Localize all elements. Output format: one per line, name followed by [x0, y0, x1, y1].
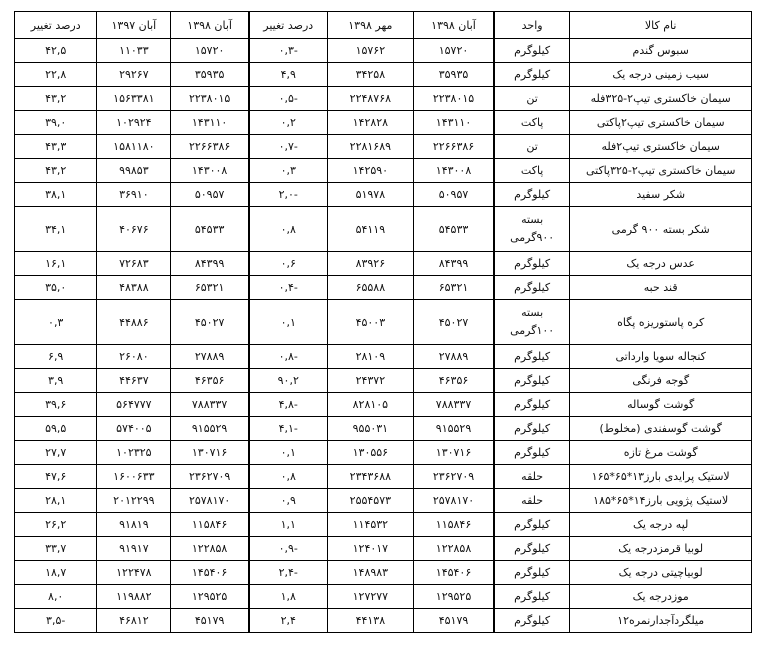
cell-monthly-change: -۰,۸ [249, 345, 327, 369]
cell-price-aban-1398-b: ۲۵۷۸۱۷۰ [171, 489, 249, 513]
cell-monthly-change: ۲,۴ [249, 609, 327, 633]
cell-yearly-change: ۶,۹ [15, 345, 97, 369]
cell-unit: کیلوگرم [494, 609, 570, 633]
cell-price-aban-1397: ۴۶۸۱۲ [97, 609, 171, 633]
cell-price-mehr-1398: ۱۲۷۲۷۷ [327, 585, 414, 609]
cell-item-name: گوشت مرغ تازه [570, 441, 752, 465]
cell-price-mehr-1398: ۲۸۱۰۹ [327, 345, 414, 369]
cell-item-name: سیمان خاکستری تیپ۲-۳۲۵فله [570, 87, 752, 111]
table-row [15, 183, 752, 207]
cell-unit: حلقه [494, 489, 570, 513]
cell-monthly-change: -۰,۷ [249, 135, 327, 159]
cell-unit: کیلوگرم [494, 561, 570, 585]
cell-price-mehr-1398: ۱۱۴۵۳۲ [327, 513, 414, 537]
cell-price-aban-1398-b: ۱۳۰۷۱۶ [171, 441, 249, 465]
cell-unit: تن [494, 135, 570, 159]
cell-monthly-change: ۴,۹ [249, 63, 327, 87]
cell-item-name: شکر بسته ۹۰۰ گرمی [570, 207, 752, 252]
cell-price-aban-1397: ۹۱۸۱۹ [97, 513, 171, 537]
table-row [15, 513, 752, 537]
cell-yearly-change: ۴۳,۲ [15, 87, 97, 111]
cell-price-aban-1397: ۱۱۰۳۳ [97, 39, 171, 63]
cell-price-aban-1398-b: ۱۴۳۱۱۰ [171, 111, 249, 135]
cell-item-name: موزدرجه یک [570, 585, 752, 609]
cell-item-name: عدس درجه یک [570, 252, 752, 276]
cell-yearly-change: ۱۶,۱ [15, 252, 97, 276]
cell-monthly-change: -۴,۸ [249, 393, 327, 417]
cell-price-aban-1398-b: ۵۰۹۵۷ [171, 183, 249, 207]
cell-price-aban-1398: ۵۰۹۵۷ [414, 183, 494, 207]
cell-price-aban-1398-b: ۱۴۵۴۰۶ [171, 561, 249, 585]
cell-price-aban-1398: ۷۸۸۳۳۷ [414, 393, 494, 417]
cell-yearly-change: ۴۲,۵ [15, 39, 97, 63]
cell-price-mehr-1398: ۵۱۹۷۸ [327, 183, 414, 207]
cell-price-aban-1398-b: ۸۴۳۹۹ [171, 252, 249, 276]
cell-price-mehr-1398: ۲۲۴۸۷۶۸ [327, 87, 414, 111]
cell-yearly-change: ۳,۹ [15, 369, 97, 393]
cell-price-mehr-1398: ۲۲۸۱۶۸۹ [327, 135, 414, 159]
cell-price-aban-1397: ۹۹۸۵۳ [97, 159, 171, 183]
cell-price-mehr-1398: ۱۵۷۶۲ [327, 39, 414, 63]
cell-unit: کیلوگرم [494, 276, 570, 300]
cell-unit: کیلوگرم [494, 537, 570, 561]
cell-yearly-change: ۰,۳ [15, 300, 97, 345]
table-row [15, 465, 752, 489]
cell-unit: بسته ۹۰۰گرمی [494, 207, 570, 252]
cell-monthly-change: -۰,۵ [249, 87, 327, 111]
table-row [15, 207, 752, 252]
cell-item-name: لپه درجه یک [570, 513, 752, 537]
header-row [15, 12, 752, 39]
cell-price-mehr-1398: ۸۳۹۲۶ [327, 252, 414, 276]
cell-item-name: کره پاستوریزه پگاه [570, 300, 752, 345]
cell-price-aban-1398-b: ۱۴۳۰۰۸ [171, 159, 249, 183]
cell-price-mehr-1398: ۱۴۲۵۹۰ [327, 159, 414, 183]
cell-yearly-change: ۱۸,۷ [15, 561, 97, 585]
cell-price-aban-1397: ۱۰۲۹۲۴ [97, 111, 171, 135]
cell-price-aban-1398-b: ۱۲۲۸۵۸ [171, 537, 249, 561]
cell-price-aban-1397: ۴۴۶۳۷ [97, 369, 171, 393]
cell-item-name: گوشت گوساله [570, 393, 752, 417]
cell-unit: کیلوگرم [494, 393, 570, 417]
cell-item-name: لاستیک پژویی بارز۱۴*۶۵*۱۸۵ [570, 489, 752, 513]
cell-price-mehr-1398: ۱۳۰۵۵۶ [327, 441, 414, 465]
cell-price-aban-1398: ۱۴۳۱۱۰ [414, 111, 494, 135]
header-aban-1398-b: آبان ۱۳۹۸ [171, 12, 249, 39]
table-row [15, 159, 752, 183]
price-comparison-table [14, 11, 752, 633]
table-row [15, 441, 752, 465]
cell-monthly-change: ۱,۸ [249, 585, 327, 609]
table-row [15, 300, 752, 345]
header-monthly-change: درصد تغییر [249, 12, 327, 39]
cell-price-aban-1398-b: ۹۱۵۵۲۹ [171, 417, 249, 441]
cell-yearly-change: ۳۴,۱ [15, 207, 97, 252]
cell-yearly-change: ۲۲,۸ [15, 63, 97, 87]
cell-price-aban-1398: ۴۵۰۲۷ [414, 300, 494, 345]
cell-yearly-change: ۸,۰ [15, 585, 97, 609]
cell-unit: کیلوگرم [494, 585, 570, 609]
cell-price-mehr-1398: ۶۵۵۸۸ [327, 276, 414, 300]
cell-yearly-change: ۳۹,۶ [15, 393, 97, 417]
cell-monthly-change: -۲,۰ [249, 183, 327, 207]
table-row [15, 63, 752, 87]
cell-unit: پاکت [494, 111, 570, 135]
cell-price-aban-1398: ۱۵۷۲۰ [414, 39, 494, 63]
table-row [15, 345, 752, 369]
cell-price-aban-1398: ۹۱۵۵۲۹ [414, 417, 494, 441]
cell-yearly-change: ۲۶,۲ [15, 513, 97, 537]
cell-price-aban-1397: ۱۵۶۳۳۸۱ [97, 87, 171, 111]
table-row [15, 87, 752, 111]
header-aban-1397: آبان ۱۳۹۷ [97, 12, 171, 39]
table-row [15, 561, 752, 585]
cell-price-aban-1398: ۸۴۳۹۹ [414, 252, 494, 276]
cell-price-mehr-1398: ۴۴۱۳۸ [327, 609, 414, 633]
cell-price-aban-1398: ۱۴۵۴۰۶ [414, 561, 494, 585]
cell-yearly-change: ۲۸,۱ [15, 489, 97, 513]
cell-price-mehr-1398: ۱۴۸۹۸۳ [327, 561, 414, 585]
table-row [15, 369, 752, 393]
cell-price-aban-1398: ۲۳۶۲۷۰۹ [414, 465, 494, 489]
cell-unit: کیلوگرم [494, 183, 570, 207]
cell-price-mehr-1398: ۲۴۳۷۲ [327, 369, 414, 393]
cell-price-aban-1398: ۲۲۳۸۰۱۵ [414, 87, 494, 111]
cell-unit: کیلوگرم [494, 417, 570, 441]
cell-price-aban-1398-b: ۳۵۹۳۵ [171, 63, 249, 87]
cell-price-mehr-1398: ۲۵۵۴۵۷۳ [327, 489, 414, 513]
cell-price-aban-1398-b: ۲۲۳۸۰۱۵ [171, 87, 249, 111]
table-body [15, 39, 752, 633]
cell-item-name: سیمان خاکستری تیپ۲پاکتی [570, 111, 752, 135]
price-table-container [14, 11, 752, 633]
cell-yearly-change: ۴۷,۶ [15, 465, 97, 489]
header-unit: واحد [494, 12, 570, 39]
cell-price-aban-1398: ۱۲۹۵۲۵ [414, 585, 494, 609]
cell-price-aban-1397: ۷۲۶۸۳ [97, 252, 171, 276]
cell-price-aban-1397: ۵۶۴۷۷۷ [97, 393, 171, 417]
cell-price-aban-1398-b: ۲۷۸۸۹ [171, 345, 249, 369]
cell-price-aban-1397: ۴۸۳۸۸ [97, 276, 171, 300]
cell-price-aban-1398: ۱۲۲۸۵۸ [414, 537, 494, 561]
cell-monthly-change: ۰,۱ [249, 441, 327, 465]
cell-yearly-change: ۵۹,۵ [15, 417, 97, 441]
cell-price-mehr-1398: ۵۴۱۱۹ [327, 207, 414, 252]
cell-unit: کیلوگرم [494, 252, 570, 276]
cell-item-name: لوبیا قرمزدرجه یک [570, 537, 752, 561]
header-yearly-change: درصد تغییر [15, 12, 97, 39]
cell-monthly-change: ۰,۲ [249, 111, 327, 135]
table-row [15, 39, 752, 63]
cell-price-aban-1397: ۳۶۹۱۰ [97, 183, 171, 207]
cell-price-aban-1398-b: ۱۲۹۵۲۵ [171, 585, 249, 609]
cell-price-mehr-1398: ۲۳۴۳۶۸۸ [327, 465, 414, 489]
table-row [15, 252, 752, 276]
cell-price-aban-1397: ۱۵۸۱۱۸۰ [97, 135, 171, 159]
cell-price-mehr-1398: ۹۵۵۰۳۱ [327, 417, 414, 441]
cell-yearly-change: ۲۷,۷ [15, 441, 97, 465]
cell-yearly-change: ۳۸,۱ [15, 183, 97, 207]
cell-price-aban-1398-b: ۷۸۸۳۳۷ [171, 393, 249, 417]
cell-monthly-change: ۰,۳ [249, 159, 327, 183]
cell-item-name: گوجه فرنگی [570, 369, 752, 393]
header-mehr-1398: مهر ۱۳۹۸ [327, 12, 414, 39]
cell-price-aban-1398: ۱۳۰۷۱۶ [414, 441, 494, 465]
cell-item-name: کنجاله سویا وارداتی [570, 345, 752, 369]
cell-price-aban-1398-b: ۱۱۵۸۴۶ [171, 513, 249, 537]
table-row [15, 537, 752, 561]
table-row [15, 609, 752, 633]
cell-price-aban-1398-b: ۱۵۷۲۰ [171, 39, 249, 63]
cell-price-mehr-1398: ۴۵۰۰۳ [327, 300, 414, 345]
cell-item-name: لوبیاچیتی درجه یک [570, 561, 752, 585]
cell-price-aban-1398-b: ۲۳۶۲۷۰۹ [171, 465, 249, 489]
table-row [15, 585, 752, 609]
cell-monthly-change: ۰,۹ [249, 489, 327, 513]
cell-item-name: سیمان خاکستری تیپ۲-۳۲۵پاکتی [570, 159, 752, 183]
cell-monthly-change: ۹۰,۲ [249, 369, 327, 393]
cell-monthly-change: ۰,۶ [249, 252, 327, 276]
cell-yearly-change: -۳,۵ [15, 609, 97, 633]
cell-price-aban-1397: ۲۶۰۸۰ [97, 345, 171, 369]
cell-price-aban-1398-b: ۵۴۵۳۳ [171, 207, 249, 252]
cell-monthly-change: ۰,۸ [249, 207, 327, 252]
cell-price-aban-1398: ۶۵۳۲۱ [414, 276, 494, 300]
cell-yearly-change: ۴۳,۳ [15, 135, 97, 159]
cell-price-aban-1397: ۱۲۲۴۷۸ [97, 561, 171, 585]
cell-price-aban-1398: ۱۱۵۸۴۶ [414, 513, 494, 537]
cell-price-aban-1398: ۲۵۷۸۱۷۰ [414, 489, 494, 513]
cell-price-aban-1397: ۵۷۴۰۰۵ [97, 417, 171, 441]
cell-price-aban-1398-b: ۲۲۶۶۳۸۶ [171, 135, 249, 159]
cell-price-aban-1398: ۲۲۶۶۳۸۶ [414, 135, 494, 159]
cell-monthly-change: -۰,۹ [249, 537, 327, 561]
cell-item-name: سبوس گندم [570, 39, 752, 63]
cell-monthly-change: -۰,۳ [249, 39, 327, 63]
cell-unit: کیلوگرم [494, 39, 570, 63]
cell-item-name: گوشت گوسفندی (مخلوط) [570, 417, 752, 441]
cell-item-name: سیمان خاکستری تیپ۲فله [570, 135, 752, 159]
cell-unit: تن [494, 87, 570, 111]
cell-price-aban-1398: ۲۷۸۸۹ [414, 345, 494, 369]
cell-price-aban-1397: ۴۰۶۷۶ [97, 207, 171, 252]
cell-unit: کیلوگرم [494, 369, 570, 393]
cell-price-aban-1398-b: ۴۶۳۵۶ [171, 369, 249, 393]
cell-price-aban-1397: ۲۹۲۶۷ [97, 63, 171, 87]
cell-price-aban-1398-b: ۴۵۰۲۷ [171, 300, 249, 345]
header-aban-1398: آبان ۱۳۹۸ [414, 12, 494, 39]
cell-monthly-change: -۲,۴ [249, 561, 327, 585]
cell-price-mehr-1398: ۱۴۲۸۲۸ [327, 111, 414, 135]
cell-price-aban-1398-b: ۴۵۱۷۹ [171, 609, 249, 633]
cell-unit: حلقه [494, 465, 570, 489]
cell-monthly-change: -۰,۴ [249, 276, 327, 300]
cell-yearly-change: ۳۳,۷ [15, 537, 97, 561]
cell-item-name: قند حبه [570, 276, 752, 300]
cell-yearly-change: ۴۳,۲ [15, 159, 97, 183]
cell-price-mehr-1398: ۳۴۲۵۸ [327, 63, 414, 87]
cell-price-aban-1397: ۴۴۸۸۶ [97, 300, 171, 345]
cell-unit: کیلوگرم [494, 441, 570, 465]
cell-price-mehr-1398: ۸۲۸۱۰۵ [327, 393, 414, 417]
cell-yearly-change: ۳۹,۰ [15, 111, 97, 135]
cell-monthly-change: ۰,۱ [249, 300, 327, 345]
cell-monthly-change: ۱,۱ [249, 513, 327, 537]
cell-unit: بسته ۱۰۰گرمی [494, 300, 570, 345]
cell-unit: کیلوگرم [494, 63, 570, 87]
table-row [15, 276, 752, 300]
cell-price-aban-1398-b: ۶۵۳۲۱ [171, 276, 249, 300]
cell-item-name: لاستیک پرایدی بارز۱۳*۶۵*۱۶۵ [570, 465, 752, 489]
cell-price-aban-1398: ۴۵۱۷۹ [414, 609, 494, 633]
cell-price-aban-1397: ۱۶۰۰۶۳۳ [97, 465, 171, 489]
table-row [15, 417, 752, 441]
cell-monthly-change: -۴,۱ [249, 417, 327, 441]
cell-price-aban-1397: ۱۰۲۳۲۵ [97, 441, 171, 465]
cell-unit: کیلوگرم [494, 345, 570, 369]
table-row [15, 111, 752, 135]
cell-price-aban-1398: ۴۶۳۵۶ [414, 369, 494, 393]
cell-price-aban-1397: ۲۰۱۲۲۹۹ [97, 489, 171, 513]
cell-unit: پاکت [494, 159, 570, 183]
header-item-name: نام کالا [570, 12, 752, 39]
cell-monthly-change: ۰,۸ [249, 465, 327, 489]
table-row [15, 393, 752, 417]
cell-price-aban-1398: ۳۵۹۳۵ [414, 63, 494, 87]
cell-price-aban-1397: ۱۱۹۸۸۲ [97, 585, 171, 609]
cell-price-aban-1398: ۱۴۳۰۰۸ [414, 159, 494, 183]
cell-item-name: سیب زمینی درجه یک [570, 63, 752, 87]
cell-item-name: میلگردآجدارنمره۱۲ [570, 609, 752, 633]
table-row [15, 489, 752, 513]
table-row [15, 135, 752, 159]
cell-price-aban-1398: ۵۴۵۳۳ [414, 207, 494, 252]
cell-price-mehr-1398: ۱۲۴۰۱۷ [327, 537, 414, 561]
cell-yearly-change: ۳۵,۰ [15, 276, 97, 300]
cell-item-name: شکر سفید [570, 183, 752, 207]
cell-price-aban-1397: ۹۱۹۱۷ [97, 537, 171, 561]
cell-unit: کیلوگرم [494, 513, 570, 537]
